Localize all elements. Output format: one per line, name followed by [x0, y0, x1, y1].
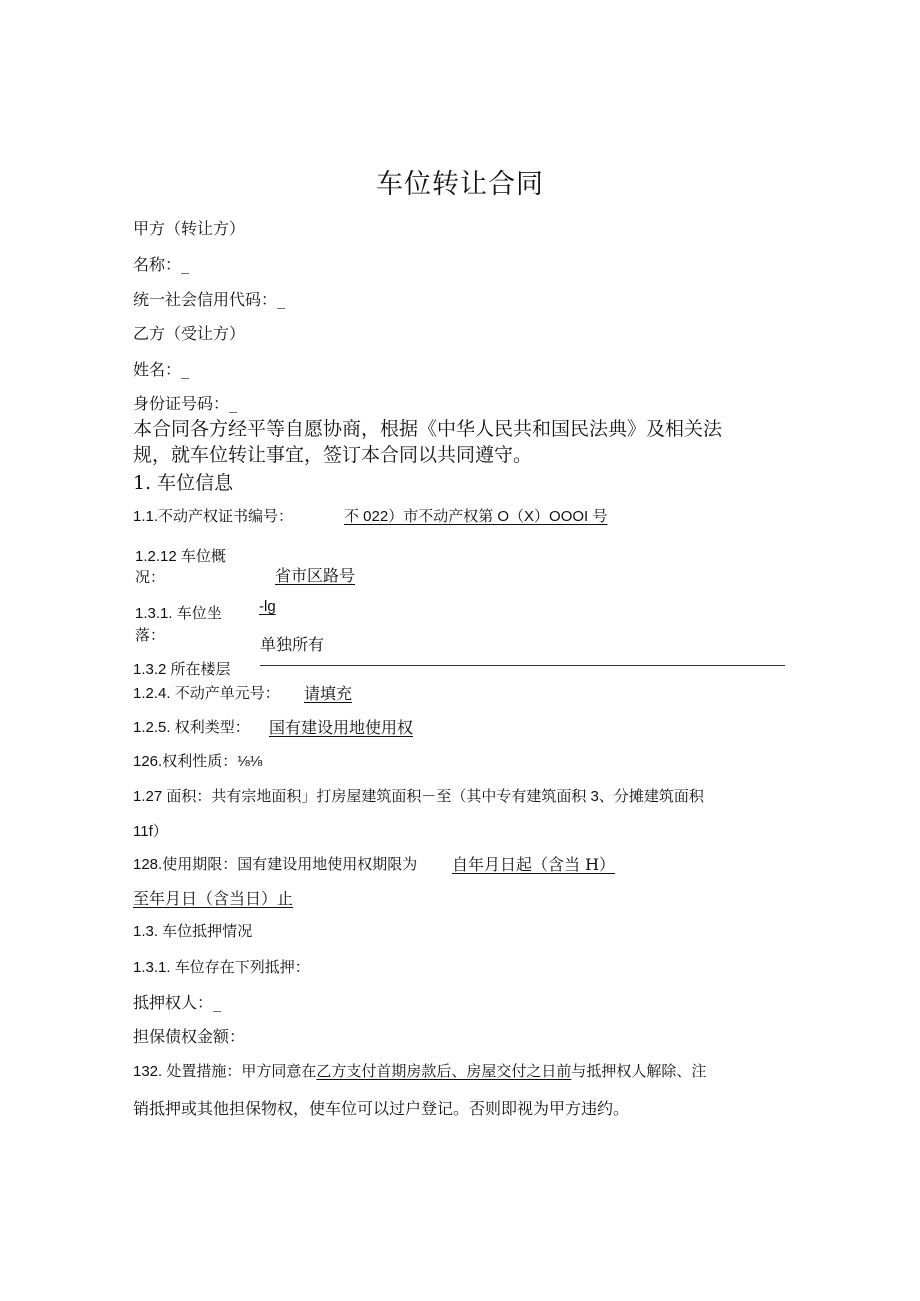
floor-label-clipped: [133, 658, 273, 678]
document-title: 车位转让合同: [376, 169, 544, 200]
location-value: -lg: [259, 598, 276, 615]
intro-line-2: 规，就车位转让事宜，签订本合同以共同遵守。: [133, 444, 533, 466]
party-b-name-label: 姓名：_: [133, 360, 190, 379]
cert-label: 1.1.不动产权证书编号：: [133, 508, 294, 525]
floor-label: 1.3.2 所在楼层: [133, 661, 231, 678]
right-type-label: 1.2.5. 权利类型：: [133, 719, 250, 736]
area-line-2: 11f）: [133, 823, 168, 840]
overview-value: 省市区路号: [275, 566, 356, 585]
floor-underline: [260, 665, 785, 666]
party-a-credit-code-label: 统一社会信用代码：_: [133, 290, 286, 309]
secured-amount-label: 担保债权金额：: [133, 1027, 246, 1046]
measure-underlined: 乙方支付首期房款后、房屋交付之日前: [316, 1063, 572, 1080]
overview-label-2: 况：: [135, 568, 166, 586]
party-a-name-label: 名称：_: [133, 255, 190, 274]
mortgage-subheading: 1.3.1. 车位存在下列抵押：: [133, 959, 310, 976]
intro-line-1: 本合同各方经平等自愿协商，根据《中华人民共和国民法典》及相关法: [133, 418, 723, 440]
unit-no-label: 1.2.4. 不动产单元号：: [133, 685, 280, 702]
right-type-value: 国有建设用地使用权: [269, 718, 414, 737]
area-line-1: 1.27 面积：共有宗地面积」打房屋建筑面积－至（其中专有建筑面积 3、分摊建筑面积: [133, 788, 704, 805]
unit-no-value: 请填充: [304, 684, 353, 703]
party-b-id-label: 身份证号码：_: [133, 394, 238, 413]
location-label-1: 1.3.1. 车位坐: [135, 605, 222, 622]
section-1-heading: 1. 车位信息: [133, 472, 234, 494]
term-value-1: 自年月日起（含当 H）: [452, 855, 616, 874]
location-label-2: 落：: [135, 626, 166, 644]
cert-value: 不 022）市不动产权第 O（X）OOOI 号: [344, 508, 608, 525]
term-label: 128.使用期限：国有建设用地使用权期限为: [133, 856, 418, 873]
party-b-heading: 乙方（受让方）: [133, 324, 246, 343]
section-1-3-heading: 1.3. 车位抵押情况: [133, 923, 253, 940]
measure-suffix: 与抵押权人解除、注: [571, 1063, 707, 1080]
measure-prefix: 132. 处置措施：甲方同意在: [133, 1063, 317, 1080]
measure-line-1: [133, 1060, 706, 1081]
term-value-2: 至年月日（含当日）止: [133, 889, 294, 908]
mortgagee-label: 抵押权人：_: [133, 993, 222, 1012]
party-a-heading: 甲方（转让方）: [133, 219, 246, 238]
overview-label-1: 1.2.12 车位概: [135, 548, 226, 565]
measure-line-2: 销抵押或其他担保物权，使车位可以过户登记。否则即视为甲方违约。: [133, 1099, 630, 1118]
ownership-value: 单独所有: [260, 635, 325, 654]
right-nature: 126.权利性质：⅛⅛: [133, 753, 263, 770]
